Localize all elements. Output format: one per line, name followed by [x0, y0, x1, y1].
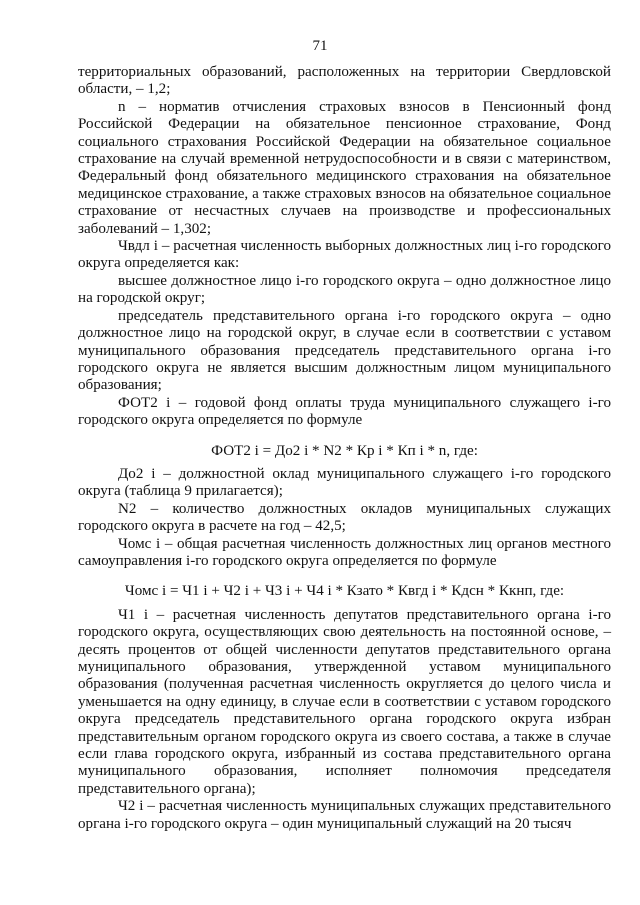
paragraph: Ч2 i – расчетная численность муниципальных служащих представительного органа i-го городского округа – один муниципальный служащий на 20 тысяч: [78, 798, 611, 832]
paragraph: n – норматив отчисления страховых взносов в Пенсионный фонд Российской Федерации на обязательное пенсионное страхование, Фонд социального страхования Российской Федерации на обязательное социальное страхование на случай временной нетрудоспособности и в связи с материнством, Федеральный фонд обязательного медицинского страхования на обязательное медицинское страхование, а также страховых взносов на обязательное социальное страхование от несчастных случаев на производстве и профессиональных заболеваний – 1,302;: [78, 98, 611, 237]
document-body: [78, 64, 611, 833]
paragraph: До2 i – должностной оклад муниципального служащего i-го городского округа (таблица 9 прилагается);: [78, 465, 611, 500]
paragraph: N2 – количество должностных окладов муниципальных служащих городского округа в расчете на год – 42,5;: [78, 500, 611, 535]
paragraph: Чомс i – общая расчетная численность должностных лиц органов местного самоуправления i-го городского округа определяется по формуле: [78, 535, 611, 569]
page-number: 71: [312, 38, 328, 54]
paragraph: Ч1 i – расчетная численность депутатов представительного органа i-го городского округа, осуществляющих свою деятельность на постоянной основе, – десять процентов от общей численности депутатов представительного органа муниципального образования, утвержденной уставом муниципального образования (полученная расчетная численность округляется до целого числа и уменьшается на одну единицу, в случае если в соответствии с уставом городского округа председатель представительного органа городского округа избран представительным органом городского округа из своего состава, а также в случае если глава городского округа, избранный из состава представительного органа муниципального образования, исполняет полномочия председателя представительного органа);: [78, 606, 611, 797]
paragraph: Чвдл i – расчетная численность выборных должностных лиц i-го городского округа определяется как:: [78, 238, 611, 272]
paragraph: высшее должностное лицо i-го городского округа – одно должностное лицо на городской округ;: [78, 272, 611, 307]
paragraph: территориальных образований, расположенных на территории Свердловской области, – 1,2;: [78, 64, 611, 98]
formula-line: ФОТ2 i = До2 i * N2 * Кр i * Кп i * n, где:: [211, 442, 478, 459]
formula-line: Чомс i = Ч1 i + Ч2 i + Ч3 i + Ч4 i * Кзато * Квгд i * Кдсн * Ккнп, где:: [124, 583, 565, 600]
paragraph: председатель представительного органа i-го городского округа – одно должностное лицо на городской округ, в случае если в соответствии с уставом муниципального образования председатель представительного органа i-го городского округа не является высшим должностным лицом муниципального образования;: [78, 307, 611, 394]
paragraph: ФОТ2 i – годовой фонд оплаты труда муниципального служащего i-го городского округа определяется по формуле: [78, 394, 611, 429]
